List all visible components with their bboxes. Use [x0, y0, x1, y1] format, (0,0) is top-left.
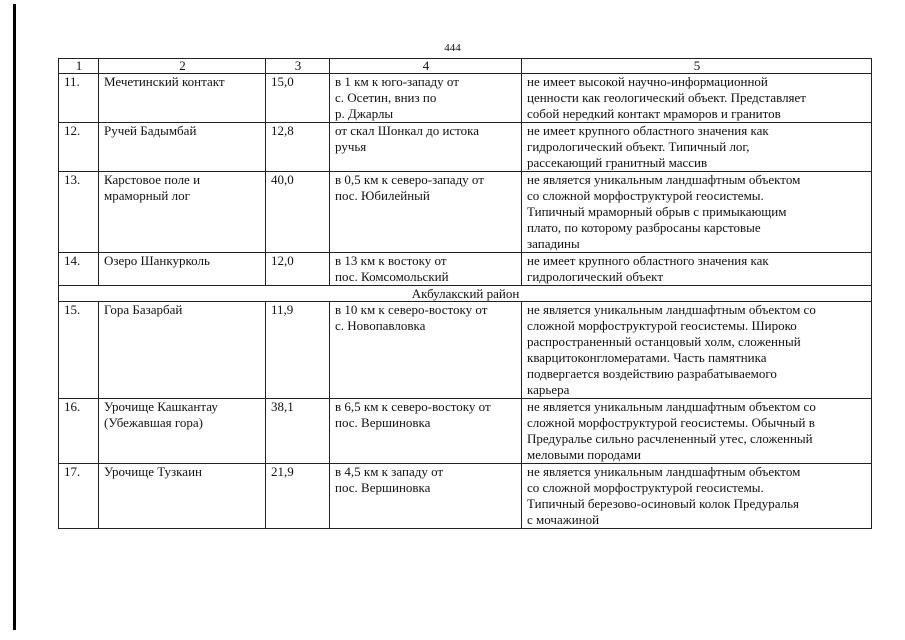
description-cell	[522, 123, 872, 172]
location-cell-line: с. Новопавловка	[335, 318, 426, 333]
description-cell-line: со сложной морфоструктурой геосистемы.	[527, 188, 764, 203]
district-row	[59, 286, 872, 302]
location-cell-line: пос. Юбилейный	[335, 188, 430, 203]
object-name-cell	[99, 464, 266, 529]
location-cell-line: в 10 км к северо-востоку от	[335, 302, 488, 317]
location-cell-line: от скал Шонкал до истока	[335, 123, 480, 138]
area-cell: 38,1	[266, 399, 330, 464]
location-cell-line: в 13 км к востоку от	[335, 253, 447, 268]
location-cell-line: в 6,5 км к северо-востоку от	[335, 399, 491, 414]
location-cell-line: в 0,5 км к северо-западу от	[335, 172, 484, 187]
row-number-cell: 12.	[59, 123, 99, 172]
description-cell-line: сложной морфоструктурой геосистемы. Обычный в	[527, 415, 815, 430]
location-cell-line: пос. Вершиновка	[335, 415, 431, 430]
column-header-3: 3	[266, 59, 330, 74]
description-cell-line: не является уникальным ландшафтным объектом	[527, 172, 801, 187]
description-cell-line: гидрологический объект	[527, 269, 663, 284]
description-cell-line: не является уникальным ландшафтным объектом со	[527, 399, 816, 414]
binding-margin-line	[13, 4, 16, 630]
object-name-cell-line: мраморный лог	[104, 188, 190, 203]
location-cell	[330, 253, 522, 286]
row-number-cell: 13.	[59, 172, 99, 253]
description-cell-line: не является уникальным ландшафтным объектом	[527, 464, 801, 479]
object-name-cell	[99, 253, 266, 286]
description-cell-line: собой нередкий контакт мраморов и гранитов	[527, 106, 781, 121]
object-name-cell	[99, 399, 266, 464]
row-number-cell: 14.	[59, 253, 99, 286]
area-cell: 11,9	[266, 302, 330, 399]
district-label: Акбулакский район	[59, 286, 872, 302]
column-header-1: 1	[59, 59, 99, 74]
location-cell	[330, 399, 522, 464]
description-cell	[522, 172, 872, 253]
description-cell-line: Предуралье сильно расчлененный утес, сложенный	[527, 431, 813, 446]
description-cell-line: плато, по которому разбросаны карстовые	[527, 220, 761, 235]
object-name-cell-line: Урочище Кашкантау	[104, 399, 218, 414]
description-cell	[522, 302, 872, 399]
location-cell	[330, 123, 522, 172]
description-cell-line: не имеет высокой научно-информационной	[527, 74, 768, 89]
description-cell-line: рассекающий гранитный массив	[527, 155, 708, 170]
description-cell-line: кварцитоконгломератами. Часть памятника	[527, 350, 767, 365]
description-cell-line: не имеет крупного областного значения как	[527, 253, 769, 268]
page-number: 444	[444, 42, 461, 54]
description-cell-line: не имеет крупного областного значения как	[527, 123, 769, 138]
description-cell	[522, 253, 872, 286]
natural-monuments-table	[58, 58, 872, 529]
row-number-cell: 17.	[59, 464, 99, 529]
area-cell: 12,0	[266, 253, 330, 286]
area-cell: 40,0	[266, 172, 330, 253]
object-name-cell	[99, 302, 266, 399]
table-row	[59, 123, 872, 172]
description-cell-line: не является уникальным ландшафтным объектом со	[527, 302, 816, 317]
object-name-cell-line: (Убежавшая гора)	[104, 415, 203, 430]
description-cell-line: со сложной морфоструктурой геосистемы.	[527, 480, 764, 495]
table-row	[59, 399, 872, 464]
location-cell-line: ручья	[335, 139, 367, 154]
area-cell: 12,8	[266, 123, 330, 172]
object-name-cell-line: Урочище Тузкаин	[104, 464, 202, 479]
row-number-cell: 11.	[59, 74, 99, 123]
description-cell	[522, 74, 872, 123]
description-cell-line: карьера	[527, 382, 570, 397]
column-header-5: 5	[522, 59, 872, 74]
description-cell-line: распространенный останцовый холм, сложенный	[527, 334, 801, 349]
location-cell-line: р. Джарлы	[335, 106, 394, 121]
column-header-2: 2	[99, 59, 266, 74]
object-name-cell	[99, 123, 266, 172]
description-cell	[522, 399, 872, 464]
location-cell	[330, 74, 522, 123]
location-cell	[330, 302, 522, 399]
object-name-cell-line: Мечетинский контакт	[104, 74, 225, 89]
location-cell-line: пос. Вершиновка	[335, 480, 431, 495]
location-cell-line: пос. Комсомольский	[335, 269, 449, 284]
description-cell-line: с мочажиной	[527, 512, 600, 527]
object-name-cell	[99, 74, 266, 123]
object-name-cell-line: Гора Базарбай	[104, 302, 183, 317]
table-header-row	[59, 59, 872, 74]
area-cell: 15,0	[266, 74, 330, 123]
location-cell-line: в 1 км к юго-западу от	[335, 74, 459, 89]
description-cell-line: Типичный березово-осиновый колок Предуралья	[527, 496, 800, 511]
table-row	[59, 253, 872, 286]
object-name-cell-line: Карстовое поле и	[104, 172, 201, 187]
location-cell	[330, 172, 522, 253]
table-row	[59, 172, 872, 253]
area-cell: 21,9	[266, 464, 330, 529]
description-cell-line: Типичный мраморный обрыв с примыкающим	[527, 204, 787, 219]
table-row	[59, 74, 872, 123]
row-number-cell: 15.	[59, 302, 99, 399]
column-header-4: 4	[330, 59, 522, 74]
location-cell	[330, 464, 522, 529]
description-cell-line: гидрологический объект. Типичный лог,	[527, 139, 750, 154]
location-cell-line: в 4,5 км к западу от	[335, 464, 444, 479]
description-cell-line: подвергается воздействию разрабатываемого	[527, 366, 777, 381]
description-cell-line: ценности как геологический объект. Представляет	[527, 90, 806, 105]
description-cell-line: западины	[527, 236, 580, 251]
description-cell-line: сложной морфоструктурой геосистемы. Широко	[527, 318, 797, 333]
table-row	[59, 464, 872, 529]
location-cell-line: с. Осетин, вниз по	[335, 90, 437, 105]
row-number-cell: 16.	[59, 399, 99, 464]
object-name-cell-line: Ручей Бадымбай	[104, 123, 197, 138]
description-cell	[522, 464, 872, 529]
description-cell-line: меловыми породами	[527, 447, 641, 462]
object-name-cell	[99, 172, 266, 253]
table-row	[59, 302, 872, 399]
object-name-cell-line: Озеро Шанкурколь	[104, 253, 210, 268]
